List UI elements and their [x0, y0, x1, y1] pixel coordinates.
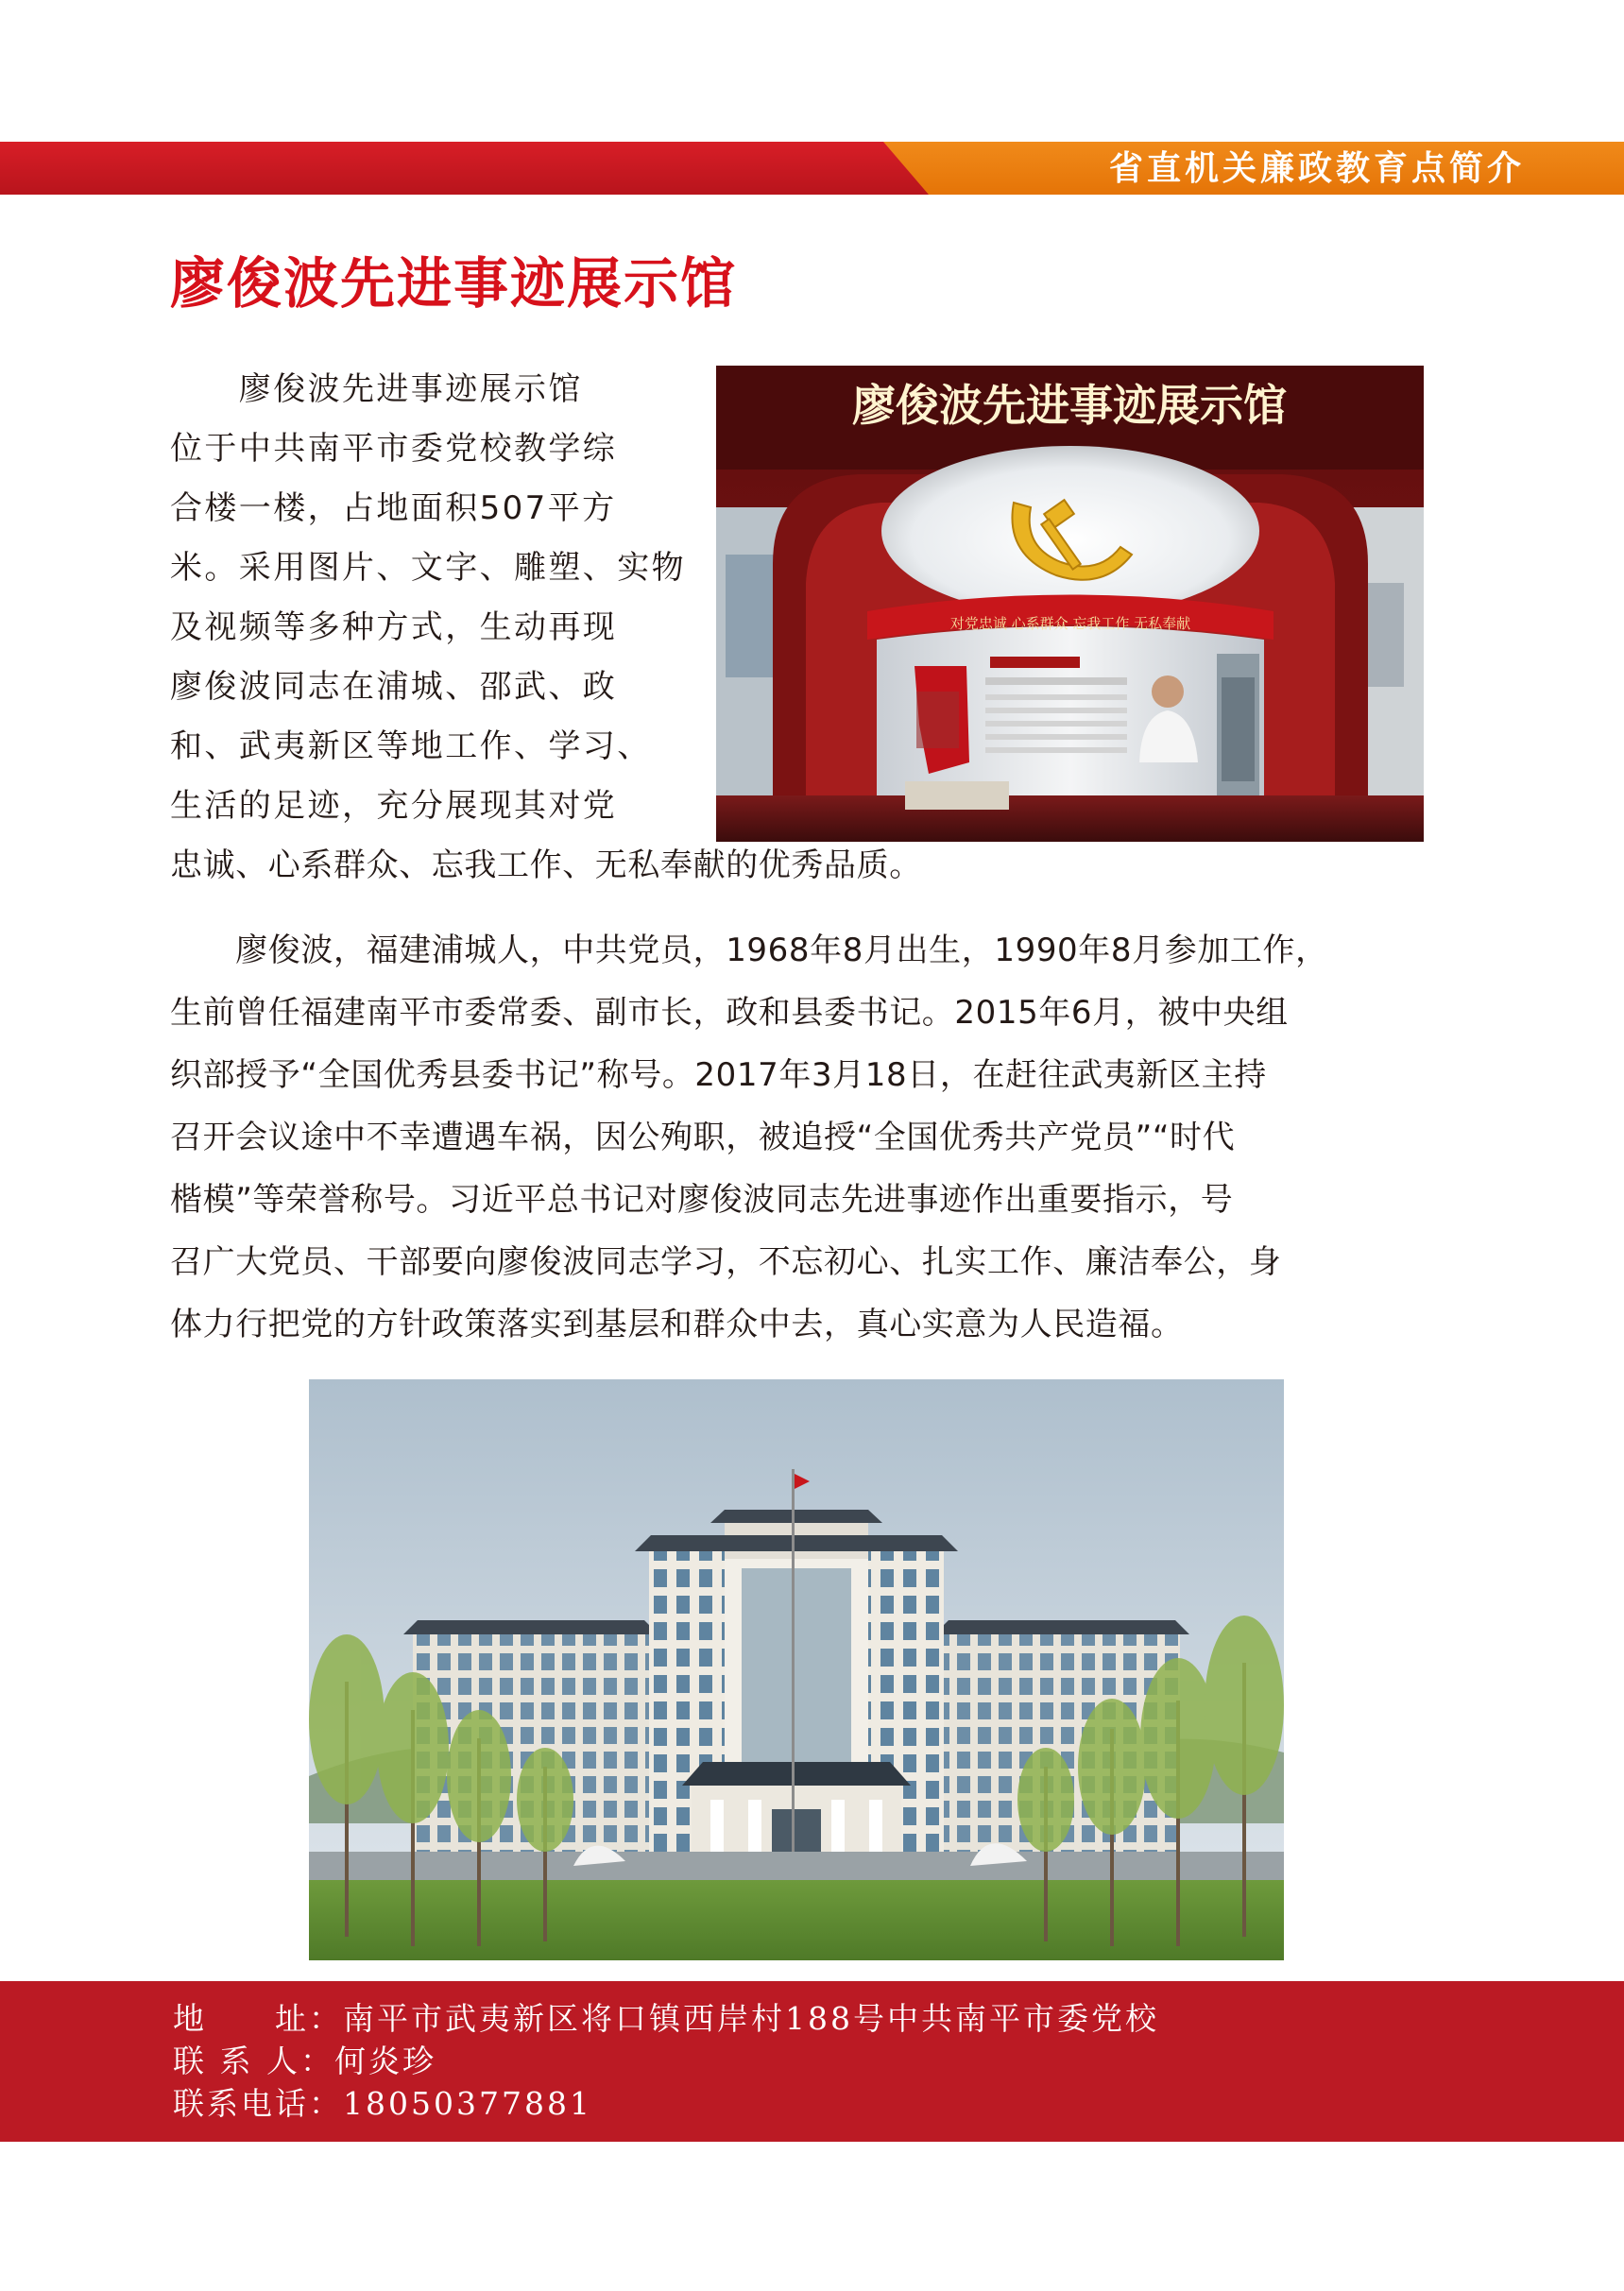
intro-line: 廖俊波先进事迹展示馆: [170, 370, 583, 408]
intro-line: 廖俊波同志在浦城、邵武、政: [170, 668, 618, 706]
intro-line: 米。采用图片、文字、雕塑、实物: [170, 549, 686, 587]
party-school-building-photo: [309, 1379, 1284, 1960]
footer-address: 地 址：南平市武夷新区将口镇西岸村188号中共南平市委党校: [173, 2000, 1159, 2037]
page-title: 廖俊波先进事迹展示馆: [170, 251, 738, 316]
bio-line: 召广大党员、干部要向廖俊波同志学习，不忘初心、扎实工作、廉洁奉公，身: [170, 1243, 1282, 1281]
header-band-red: [0, 142, 933, 195]
bio-line: 楷模”等荣誉称号。习近平总书记对廖俊波同志先进事迹作出重要指示，号: [170, 1181, 1234, 1219]
footer-phone: 联系电话：18050377881: [173, 2085, 592, 2122]
intro-line: 及视频等多种方式，生动再现: [170, 608, 618, 646]
section-title: 省直机关廉政教育点简介: [1108, 148, 1525, 188]
bio-line: 织部授予“全国优秀县委书记”称号。2017年3月18日，在赶往武夷新区主持: [170, 1056, 1267, 1094]
footer-contact-person: 联 系 人：何炎珍: [173, 2043, 436, 2079]
intro-line: 和、武夷新区等地工作、学习、: [170, 727, 652, 765]
bio-line: 廖俊波，福建浦城人，中共党员，1968年8月出生，1990年8月参加工作，: [170, 932, 1328, 969]
header-band: [0, 142, 1624, 195]
exhibition-hall-banner: 对党忠诚 心系群众 忘我工作 无私奉献: [949, 615, 1191, 632]
bio-line: 召开会议途中不幸遭遇车祸，因公殉职，被追授“全国优秀共产党员”“时代: [170, 1119, 1236, 1156]
intro-line: 合楼一楼，占地面积507平方: [170, 489, 617, 527]
intro-line: 生活的足迹，充分展现其对党: [170, 787, 618, 825]
exhibition-hall-photo: [716, 366, 1424, 842]
intro-line: 忠诚、心系群众、忘我工作、无私奉献的优秀品质。: [170, 846, 922, 884]
bio-line: 体力行把党的方针政策落实到基层和群众中去，真心实意为人民造福。: [170, 1306, 1184, 1343]
footer-contact-bar: [0, 1981, 1624, 2142]
exhibition-hall-sign: 廖俊波先进事迹展示馆: [852, 380, 1287, 431]
bio-line: 生前曾任福建南平市委常委、副市长，政和县委书记。2015年6月，被中央组: [170, 994, 1289, 1032]
intro-line: 位于中共南平市委党校教学综: [170, 430, 618, 468]
